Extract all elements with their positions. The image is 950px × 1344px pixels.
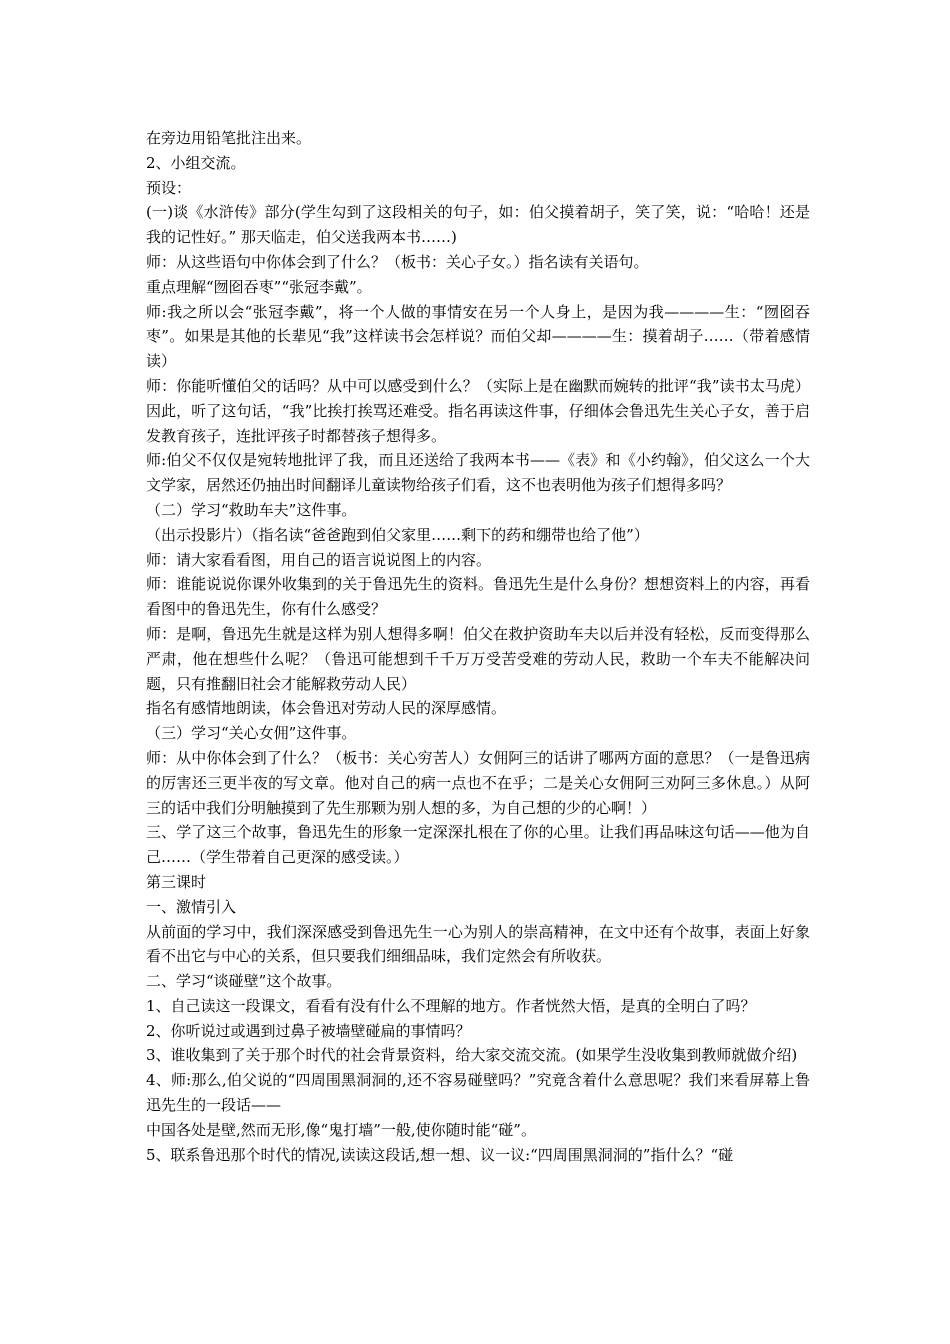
paragraph: 师:我之所以会“张冠李戴”，将一个人做的事情安在另一个人身上，是因为我————生：“囫囵吞枣”。如果是其他的长辈见“我”这样读书会怎样说？而伯父却————生：摸着胡子……（带着感情读） <box>146 302 810 371</box>
paragraph: 在旁边用铅笔批注出来。 <box>146 129 312 147</box>
paragraph: 从前面的学习中，我们深深感受到鲁迅先生一心为别人的崇高精神，在文中还有个故事，表面上好象看不出它与中心的关系，但只要我们细细品味，我们定然会有所收获。 <box>146 922 810 966</box>
lesson-heading: 第三课时 <box>146 872 207 891</box>
paragraph: 师：谁能说说你课外收集到的关于鲁迅先生的资料。鲁迅先生是什么身份？想想资料上的内容，再看看图中的鲁迅先生，你有什么感受？ <box>146 575 810 619</box>
paragraph: 指名有感情地朗读，体会鲁迅对劳动人民的深厚感情。 <box>146 699 507 718</box>
paragraph: 重点理解“囫囵吞枣”“张冠李戴”。 <box>146 277 372 296</box>
list-item: 4、师:那么,伯父说的“四周围黑洞洞的,还不容易碰壁吗？”究竟含着什么意思呢？我们来看屏幕上鲁迅先生的一段话—— <box>146 1071 810 1115</box>
section-heading: 二、学习“谈碰壁”这个故事。 <box>146 972 342 991</box>
section-heading: 一、激情引入 <box>146 897 237 916</box>
list-item: 3、谁收集到了关于那个时代的社会背景资料，给大家交流交流。(如果学生没收集到教师就做介绍) <box>146 1046 798 1065</box>
paragraph: (一)谈《水浒传》部分(学生勾到了这段相关的句子，如：伯父摸着胡子，笑了笑，说：“哈哈！还是我的记性好。” 那天临走，伯父送我两本书……) <box>146 203 810 247</box>
paragraph: 2、小组交流。 <box>146 153 246 172</box>
paragraph: 师：从这些语句中你体会到了什么？（板书：关心子女。）指名读有关语句。 <box>146 252 649 271</box>
list-item: 1、自己读这一段课文，看看有没有什么不理解的地方。作者恍然大悟，是真的全明白了吗？ <box>146 996 756 1015</box>
paragraph: 师：是啊，鲁迅先生就是这样为别人想得多啊！伯父在救护资助车夫以后并没有轻松，反而变得那么严肃，他在想些什么呢？（鲁迅可能想到千千万万受苦受难的劳动人民，救助一个车夫不能解决问题，只有推翻旧社会才能解救劳动人民） <box>146 624 810 693</box>
section-heading: （二）学习“救助车夫”这件事。 <box>146 500 357 519</box>
document-body <box>146 126 810 1167</box>
paragraph: 师：你能听懂伯父的话吗？从中可以感受到什么？（实际上是在幽默而婉转的批评“我”读书太马虎）因此，听了这句话，“我”比挨打挨骂还难受。指名再读这件事，仔细体会鲁迅先生关心子女，善于启发教育孩子，连批评孩子时都替孩子想得多。 <box>146 376 810 445</box>
paragraph: 预设： <box>146 178 192 197</box>
paragraph: （出示投影片）（指名读“爸爸跑到伯父家里……剩下的药和绷带也给了他”） <box>146 525 649 544</box>
paragraph: 师：请大家看看图，用自己的语言说说图上的内容。 <box>146 550 492 569</box>
list-item: 5、联系鲁迅那个时代的情况,读读这段话,想一想、议一议:“四周围黑洞洞的”指什么？“碰 <box>146 1145 734 1164</box>
quotation: 中国各处是壁,然而无形,像“鬼打墙”一般,使你随时能“碰”。 <box>146 1120 536 1139</box>
paragraph: 师：从中你体会到了什么？（板书：关心穷苦人）女佣阿三的话讲了哪两方面的意思？（一是鲁迅病的厉害还三更半夜的写文章。他对自己的病一点也不在乎；二是关心女佣阿三劝阿三多休息。）从阿三的话中我们分明触摸到了先生那颗为别人想的多，为自己想的少的心啊！） <box>146 748 810 817</box>
paragraph: 师:伯父不仅仅是宛转地批评了我，而且还送给了我两本书——《表》和《小约翰》，伯父这么一个大文学家，居然还仍抽出时间翻译儿童读物给孩子们看，这不也表明他为孩子们想得多吗？ <box>146 451 810 495</box>
section-heading: （三）学习“关心女佣”这件事。 <box>146 724 357 743</box>
list-item: 2、你听说过或遇到过鼻子被墙壁碰扁的事情吗？ <box>146 1021 471 1040</box>
paragraph: 三、学了这三个故事，鲁迅先生的形象一定深深扎根在了你的心里。让我们再品味这句话——他为自己……（学生带着自己更深的感受读。） <box>146 823 810 867</box>
